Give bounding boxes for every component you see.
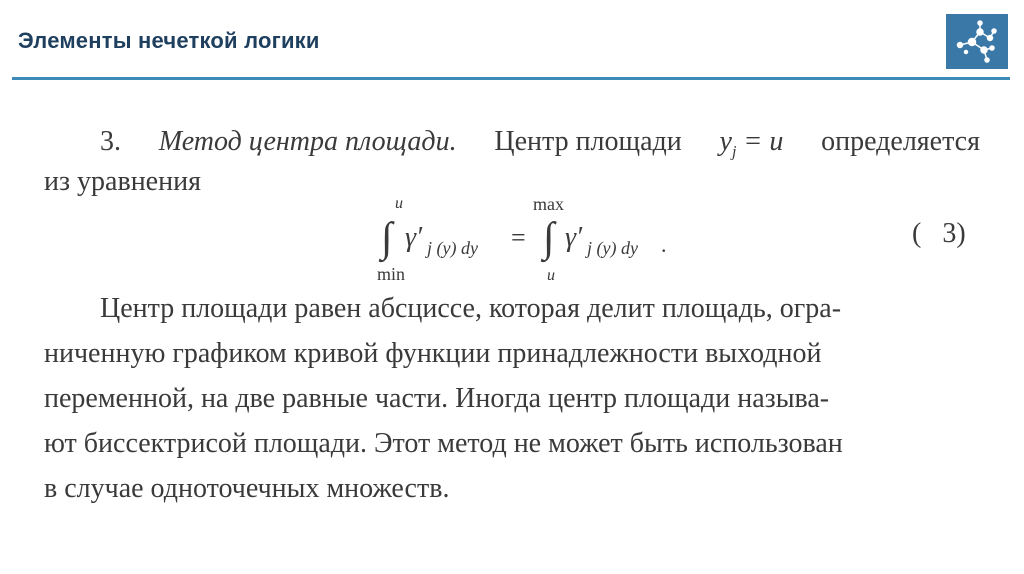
left-integrand: γ′ bbox=[405, 222, 423, 253]
equals-sign: = bbox=[511, 223, 526, 252]
method-number: 3. bbox=[100, 126, 121, 157]
right-upper-limit: max bbox=[533, 196, 564, 214]
paragraph2 bbox=[44, 286, 979, 511]
paragraph1-line2: из уравнения bbox=[44, 166, 201, 197]
paragraph2-line: ниченную графиком кривой функции принадлежности выходной bbox=[44, 338, 822, 369]
slide-header bbox=[0, 0, 1024, 82]
molecule-logo-icon bbox=[946, 14, 1008, 69]
text-before-formula: Центр площади bbox=[494, 126, 682, 157]
paragraph2-line: в случае одноточечных множеств. bbox=[44, 473, 450, 504]
left-lower-limit: min bbox=[377, 264, 406, 284]
slide-title: Элементы нечеткой логики bbox=[18, 28, 320, 53]
left-upper-limit: u bbox=[395, 196, 403, 212]
equation-number: ( 3) bbox=[912, 218, 966, 249]
paragraph2-line: ют биссектрисой площади. Этот метод не может быть использован bbox=[44, 428, 843, 459]
header-divider bbox=[12, 77, 1010, 80]
right-lower-limit: u bbox=[547, 267, 555, 284]
left-integrand-sub: j (y) dy bbox=[427, 238, 478, 258]
equation bbox=[375, 196, 675, 286]
right-integral-sign: ∫ bbox=[543, 215, 555, 261]
right-integrand: γ′ bbox=[565, 222, 583, 253]
method-name: Метод центра площади. bbox=[158, 126, 457, 157]
equation-end: . bbox=[661, 232, 667, 257]
text-after-formula: определяется bbox=[821, 126, 980, 157]
left-integral-sign: ∫ bbox=[381, 215, 393, 261]
paragraph2-line: Центр площади равен абсциссе, которая делит площадь, огра- bbox=[100, 293, 842, 324]
right-integrand-sub: j (y) dy bbox=[587, 238, 638, 258]
paragraph2-line: переменной, на две равные части. Иногда центр площади называ- bbox=[44, 383, 830, 414]
inline-formula: $y_j = u$ bbox=[719, 126, 784, 161]
